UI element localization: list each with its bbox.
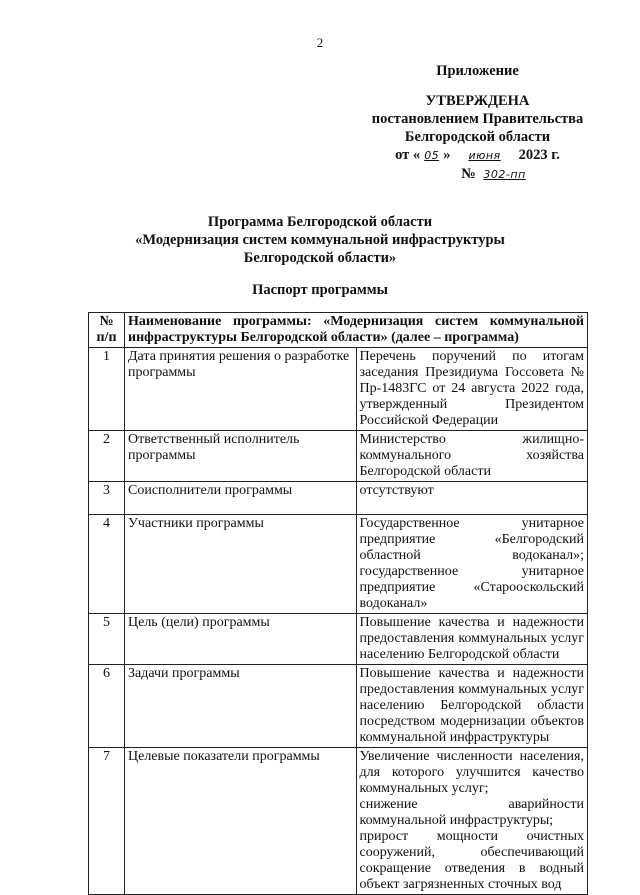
indicator-line: снижение аварийности коммунальной инфраструктуры; [359, 797, 584, 828]
passport-title: Паспорт программы [252, 282, 388, 298]
row-num: 6 [89, 665, 125, 748]
header-num-cell: № п/п [89, 313, 125, 348]
row-value: Министерство жилищно-коммунального хозяйства Белгородской области [356, 431, 588, 482]
row-param: Цель (цели) программы [125, 614, 357, 665]
indicator-line: прирост мощности очистных сооружений, обеспечивающий сокращение отведения в водный объект загрязненных сточных вод [359, 829, 584, 892]
appendix-label: Приложение [436, 63, 519, 79]
table-row [89, 482, 588, 515]
decree-number: 302-пп [483, 168, 526, 181]
row-param: Соисполнители программы [125, 482, 357, 515]
row-value: Повышение качества и надежности предоставления коммунальных услуг населению Белгородской области [356, 614, 588, 665]
approval-number: № 302-пп [360, 165, 595, 184]
row-num: 7 [89, 748, 125, 895]
approval-date: от « 05 » июня 2023 г. [395, 147, 560, 163]
row-param: Целевые показатели программы [125, 748, 357, 895]
row-num: 3 [89, 482, 125, 515]
table-row [89, 665, 588, 748]
indicator-line: Увеличение численности населения, для которого улучшится качество коммунальных услуг; [359, 749, 584, 796]
row-num: 5 [89, 614, 125, 665]
table-row [89, 614, 588, 665]
program-title-line-3: Белгородской области» [243, 250, 397, 266]
page-number: 2 [316, 35, 324, 50]
row-param: Участники программы [125, 515, 357, 614]
row-value: Повышение качества и надежности предоставления коммунальных услуг населению Белгородской области посредством модернизации объектов коммунальной инфраструктуры [356, 665, 588, 748]
passport-table [88, 312, 588, 895]
approval-block [360, 62, 595, 184]
row-value [356, 748, 588, 895]
program-title-line-1: Программа Белгородской области [207, 214, 433, 230]
table-row [89, 515, 588, 614]
date-day: 05 [424, 149, 440, 162]
date-month: июня [468, 149, 501, 162]
row-param: Дата принятия решения о разработке программы [125, 348, 357, 431]
row-value: отсутствуют [356, 482, 588, 515]
approved-label: УТВЕРЖДЕНА [425, 93, 530, 109]
row-value: Государственное унитарное предприятие «Белгородский областной водоканал»; государственное унитарное предприятие «Старооскольский водоканал» [356, 515, 588, 614]
row-param: Ответственный исполнитель программы [125, 431, 357, 482]
program-title-line-2: «Модернизация систем коммунальной инфраструктуры [135, 232, 505, 248]
table-row [89, 348, 588, 431]
approval-line-1: постановлением Правительства [371, 111, 584, 127]
table-row [89, 431, 588, 482]
header-title-cell: Наименование программы: «Модернизация систем коммунальной инфраструктуры Белгородской области» (далее – программа) [125, 313, 588, 348]
row-num: 4 [89, 515, 125, 614]
table-header-row [89, 313, 588, 348]
row-value: Перечень поручений по итогам заседания Президиума Госсовета № Пр-1483ГС от 24 августа 2022 года, утвержденный Президентом Российской Федерации [356, 348, 588, 431]
row-num: 1 [89, 348, 125, 431]
approval-line-2: Белгородской области [404, 129, 551, 145]
table-row [89, 748, 588, 895]
program-title [0, 213, 640, 267]
row-num: 2 [89, 431, 125, 482]
row-param: Задачи программы [125, 665, 357, 748]
